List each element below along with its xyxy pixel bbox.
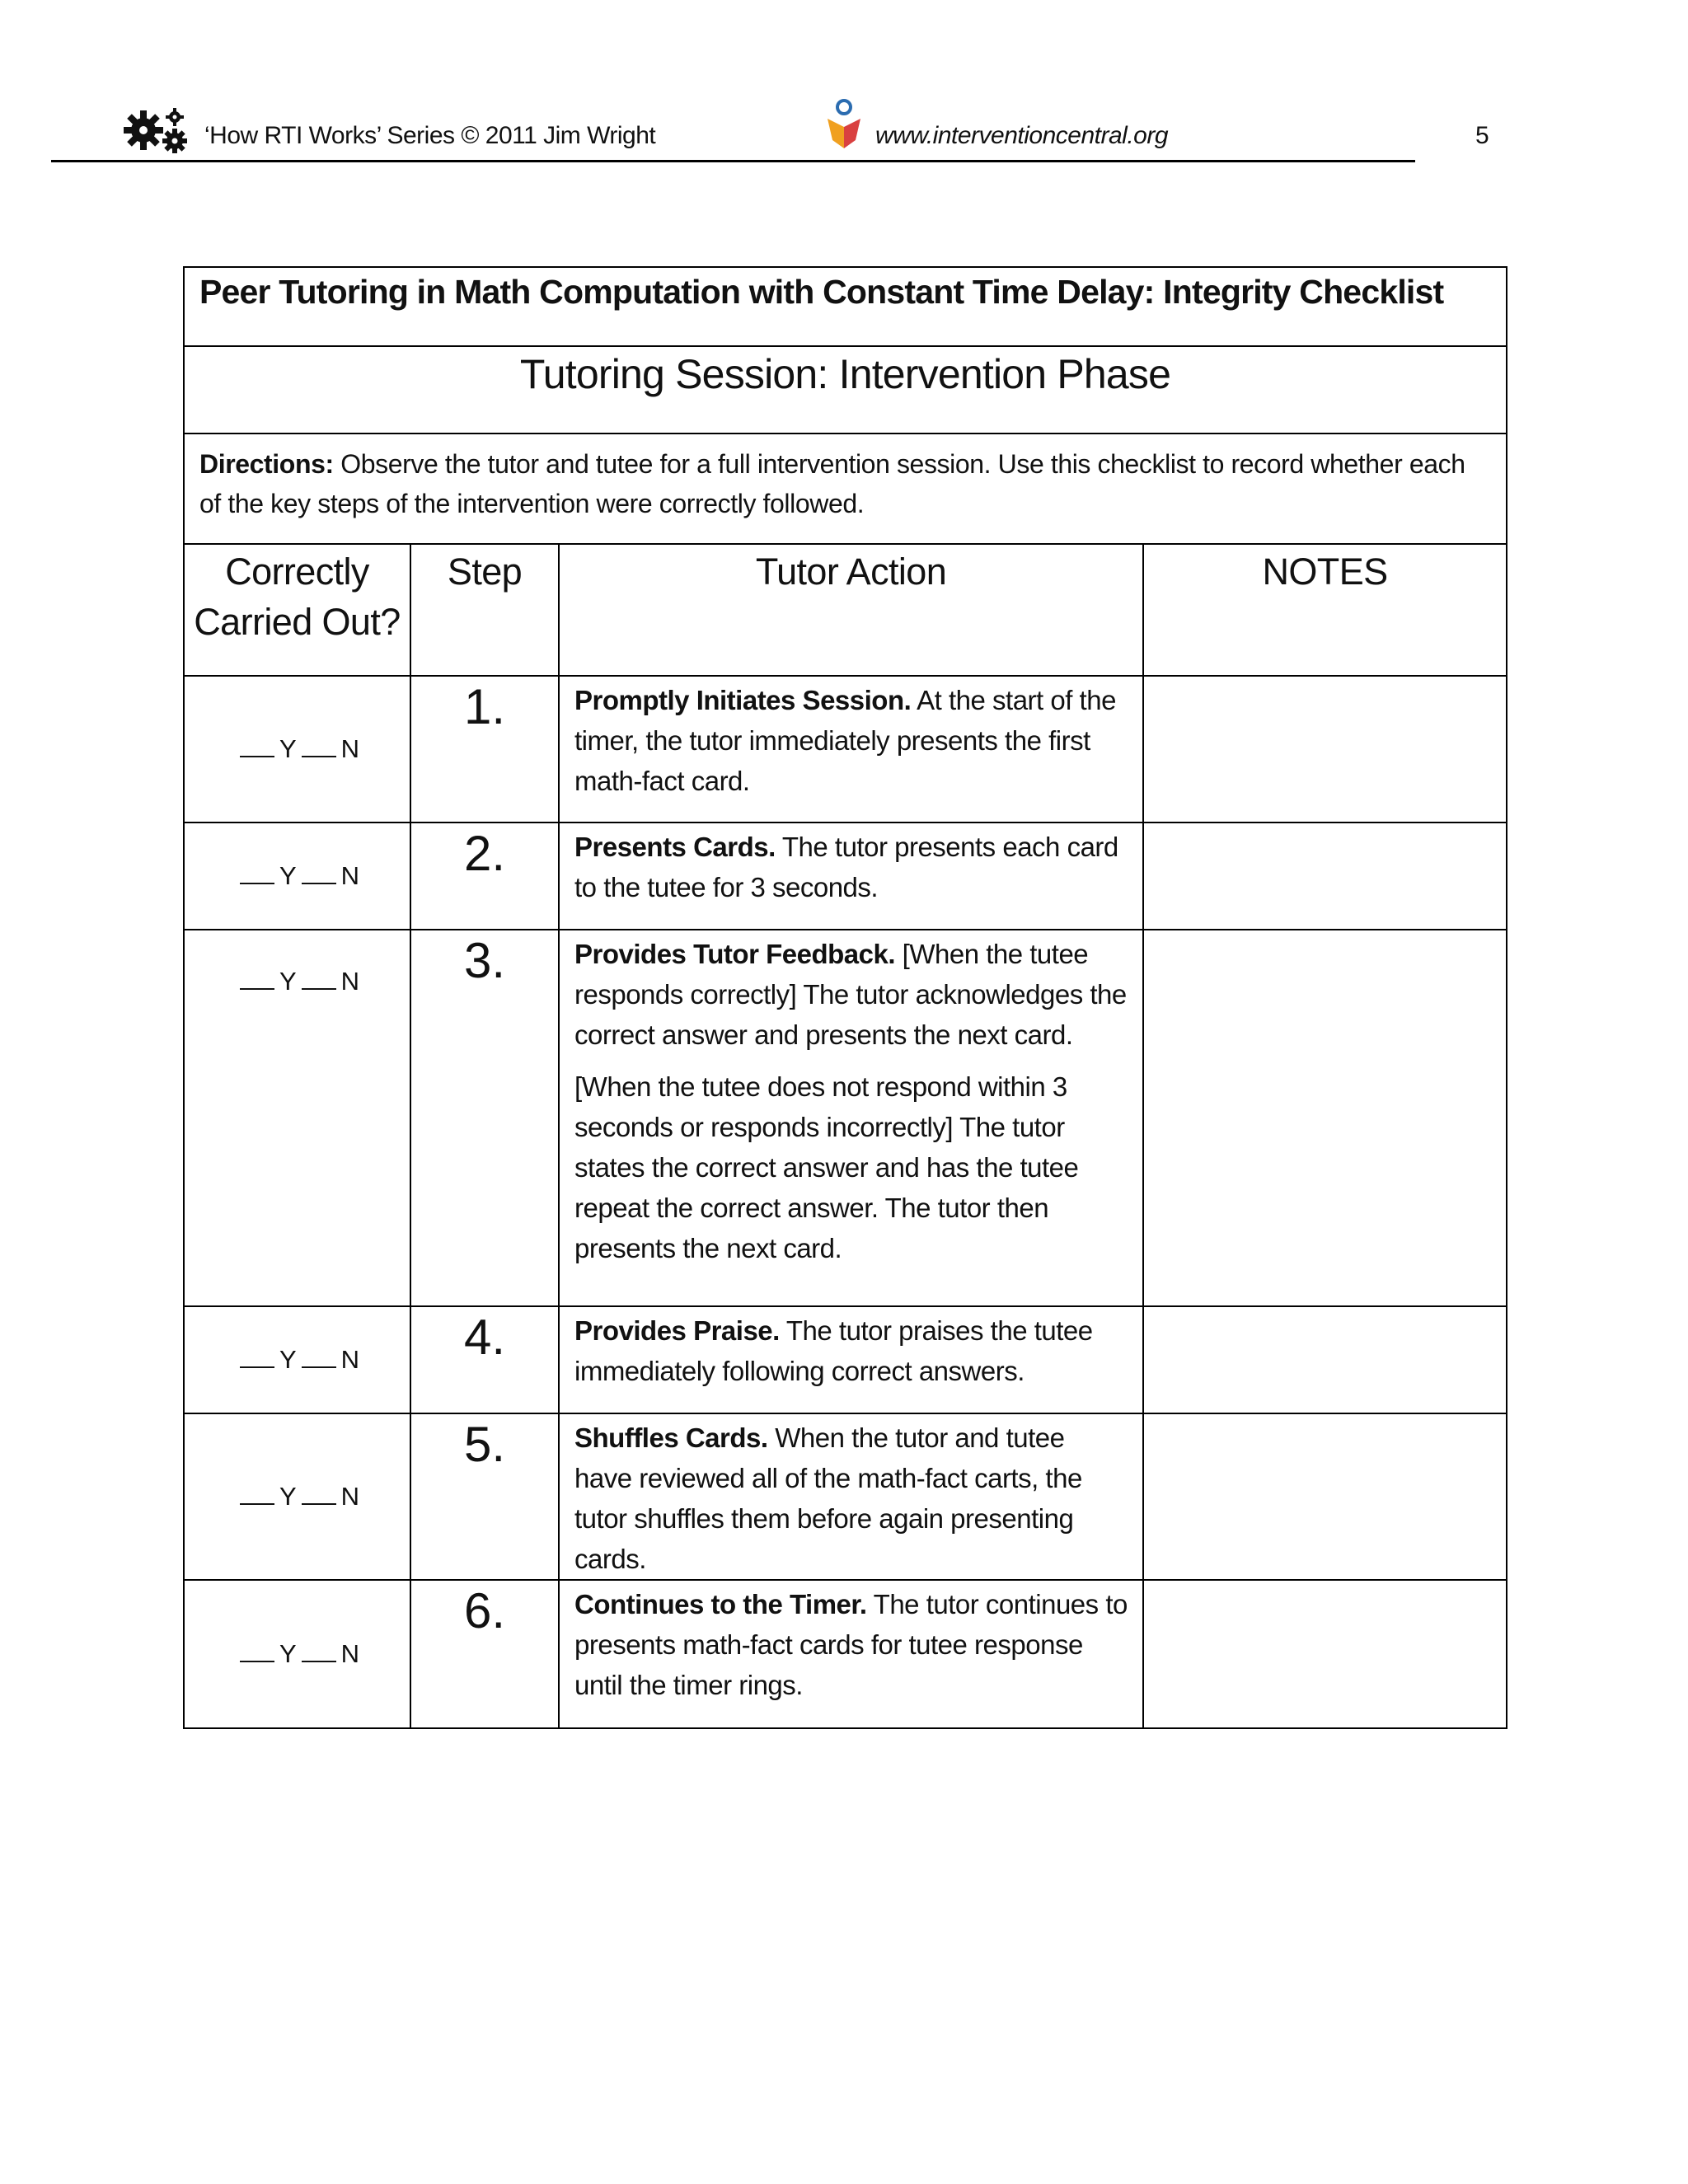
document-title: Peer Tutoring in Math Computation with Constant Time Delay: Integrity Checklist xyxy=(199,273,1444,311)
step-number: 4. xyxy=(463,1310,506,1365)
step-number: 3. xyxy=(463,933,506,988)
no-label: N xyxy=(340,861,360,890)
title-cell xyxy=(184,267,1507,346)
directions-cell xyxy=(184,434,1507,544)
title-row xyxy=(184,267,1507,346)
directions xyxy=(185,434,1506,523)
tutor-action-cell xyxy=(559,1306,1143,1413)
no-label: N xyxy=(340,734,360,763)
gears-icon xyxy=(124,105,190,155)
step-row xyxy=(184,1413,1507,1580)
column-header-correctly-line2: Carried Out? xyxy=(194,601,401,643)
website-link[interactable]: www.interventioncentral.org xyxy=(875,122,1169,149)
action-text-continued: [When the tutee does not respond within 3 seconds or responds incorrectly] The tutor states the correct answer and has the tutee repeat the correct answer. The tutor then presents the next card. xyxy=(574,1071,1079,1263)
yes-label: Y xyxy=(279,967,297,996)
phase-title: Tutoring Session: Intervention Phase xyxy=(519,351,1171,397)
integrity-checklist-table xyxy=(183,266,1507,1729)
tutor-action-cell xyxy=(559,930,1143,1306)
column-header-action: Tutor Action xyxy=(559,544,1143,676)
tutor-action-cell xyxy=(559,1580,1143,1728)
step-number: 5. xyxy=(463,1417,506,1472)
step-number-cell xyxy=(410,1306,559,1413)
action-title: Continues to the Timer. xyxy=(574,1589,867,1619)
column-header-notes: NOTES xyxy=(1143,544,1507,676)
step-row xyxy=(184,930,1507,1306)
page-number: 5 xyxy=(1475,122,1489,149)
step-number: 2. xyxy=(463,826,506,881)
yes-no-cell[interactable] xyxy=(184,1413,410,1580)
step-number-cell xyxy=(410,676,559,823)
step-number-cell xyxy=(410,1413,559,1580)
step-number-cell xyxy=(410,1580,559,1728)
no-label: N xyxy=(340,1345,360,1374)
step-row xyxy=(184,1580,1507,1728)
tutor-action-cell xyxy=(559,1413,1143,1580)
yes-no-field[interactable] xyxy=(235,734,359,764)
step-number: 1. xyxy=(463,679,506,734)
page-header xyxy=(51,99,1415,162)
phase-row xyxy=(184,346,1507,434)
yes-no-cell[interactable] xyxy=(184,676,410,823)
step-number: 6. xyxy=(463,1583,506,1638)
notes-cell[interactable] xyxy=(1143,1413,1507,1580)
action-title: Provides Tutor Feedback. xyxy=(574,939,895,969)
notes-cell[interactable] xyxy=(1143,930,1507,1306)
series-credit: ‘How RTI Works’ Series © 2011 Jim Wright xyxy=(204,122,656,149)
yes-label: Y xyxy=(279,734,297,763)
no-label: N xyxy=(340,1482,360,1511)
tutor-action-cell xyxy=(559,823,1143,930)
action-title: Shuffles Cards. xyxy=(574,1422,768,1453)
phase-cell xyxy=(184,346,1507,434)
action-text: [When the tutee responds correctly] The tutor acknowledges the correct answer and presents the next card. xyxy=(574,939,1127,1050)
yes-no-field[interactable] xyxy=(235,861,359,891)
notes-cell[interactable] xyxy=(1143,676,1507,823)
action-text: The tutor praises the tutee immediately following correct answers. xyxy=(574,1315,1093,1386)
tutor-action-cell xyxy=(559,676,1143,823)
action-title: Provides Praise. xyxy=(574,1315,780,1346)
step-number-cell xyxy=(410,930,559,1306)
yes-label: Y xyxy=(279,1345,297,1374)
yes-label: Y xyxy=(279,1639,297,1668)
action-title: Presents Cards. xyxy=(574,832,776,862)
column-header-correctly xyxy=(184,544,410,676)
yes-no-field[interactable] xyxy=(235,1639,359,1669)
yes-no-field[interactable] xyxy=(235,1345,359,1375)
intervention-central-logo xyxy=(824,99,864,150)
action-title: Promptly Initiates Session. xyxy=(574,685,912,715)
yes-no-cell[interactable] xyxy=(184,823,410,930)
no-label: N xyxy=(340,967,360,996)
no-label: N xyxy=(340,1639,360,1668)
directions-label: Directions: xyxy=(199,449,334,479)
column-header-correctly-line1: Correctly xyxy=(225,551,369,593)
notes-cell[interactable] xyxy=(1143,1580,1507,1728)
step-row xyxy=(184,676,1507,823)
action-text: When the tutor and tutee have reviewed all of the math-fact carts, the tutor shuffles them before again presenting cards. xyxy=(574,1422,1082,1574)
column-header-row xyxy=(184,544,1507,676)
yes-no-cell[interactable] xyxy=(184,1306,410,1413)
action-text: The tutor presents each card to the tutee for 3 seconds. xyxy=(574,832,1118,902)
yes-no-cell[interactable] xyxy=(184,930,410,1306)
action-text: At the start of the timer, the tutor immediately presents the first math-fact card. xyxy=(574,685,1116,796)
step-row xyxy=(184,1306,1507,1413)
yes-no-field[interactable] xyxy=(235,1482,359,1511)
notes-cell[interactable] xyxy=(1143,1306,1507,1413)
step-number-cell xyxy=(410,823,559,930)
column-header-step: Step xyxy=(410,544,559,676)
directions-text: Observe the tutor and tutee for a full intervention session. Use this checklist to record whether each of the key steps of the intervention were correctly followed. xyxy=(199,449,1465,518)
yes-label: Y xyxy=(279,861,297,890)
yes-no-cell[interactable] xyxy=(184,1580,410,1728)
step-row xyxy=(184,823,1507,930)
action-text: The tutor continues to presents math-fact cards for tutee response until the timer rings. xyxy=(574,1589,1128,1700)
directions-row xyxy=(184,434,1507,544)
notes-cell[interactable] xyxy=(1143,823,1507,930)
yes-no-field[interactable] xyxy=(235,930,359,996)
yes-label: Y xyxy=(279,1482,297,1511)
